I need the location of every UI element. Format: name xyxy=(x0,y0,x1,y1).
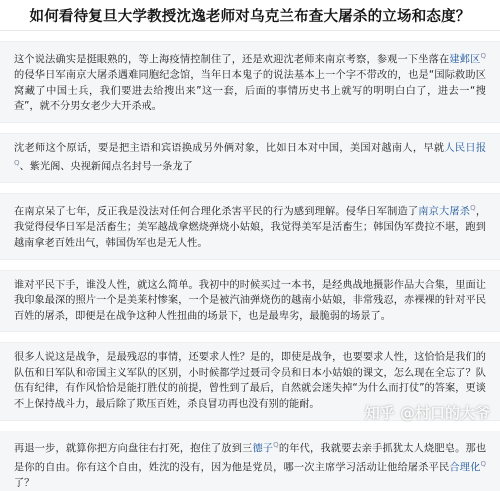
link-search-icon: Q xyxy=(14,159,20,168)
question-header xyxy=(0,0,500,31)
paragraph-text: 了？ xyxy=(14,477,35,489)
question-title: 如何看待复旦大学教授沈逸老师对乌克兰布查大屠杀的立场和态度？ xyxy=(29,8,471,25)
inline-link-nanjing-massacre[interactable]: 南京大屠杀 xyxy=(418,206,471,218)
answer-paragraph-3 xyxy=(0,193,500,259)
zhihu-watermark xyxy=(365,402,490,423)
answer-paragraph-2 xyxy=(0,133,500,184)
paragraph-text: 的侵华日军南京大屠杀遇难同胞纪念馆，当年日本鬼子的说法基本上一个字不带改的，也是“国际救助区窝藏了中国士兵，我们要进去给搜出来”这一套，后面的事情历史书上就写的明明白白了，进去一“搜查”，就不分男女老少大开杀戒。 xyxy=(14,69,486,113)
link-search-icon: Q xyxy=(480,52,487,60)
paragraph-text: 在南京呆了七年，反正我是没法对任何合理化杀害平民的行为感到理解。侵华日军制造了 xyxy=(14,206,419,218)
watermark-text: 知乎 @村口的大爷 xyxy=(364,404,490,422)
link-search-icon: Q xyxy=(480,459,487,468)
inline-link-jianye[interactable]: 建邺区 xyxy=(449,54,481,66)
paragraph-text: 这个说法确实是挺眼熟的，等上海疫情控制住了，还是欢迎沈老师来南京考察，参观一下坐落在 xyxy=(14,54,450,66)
answer-paragraph-4: 谁对平民下手，谁没人性，就这么简单。我初中的时候买过一本书，是经典战地摄影作品大合集，里面让我印象最深的照片一个是美莱村惨案，一个是被汽油弹烧伤的越南小姑娘，非常残忍，赤裸裸的针对平民百姓的屠杀，即便是在战争这种人性扭曲的场景下，也是最卑劣，最脆弱的场景了。 xyxy=(0,270,500,333)
inline-link-peoples-daily[interactable]: 人民日报 xyxy=(444,142,487,154)
link-search-icon: Q xyxy=(470,204,476,213)
paragraph-text: 再退一步，就算你把方向盘往右打死，抱住了放到三 xyxy=(14,443,253,455)
link-search-icon: Q xyxy=(273,440,279,449)
inline-link-rationalize[interactable]: 合理化 xyxy=(449,462,481,474)
answer-paragraph-6 xyxy=(0,431,500,491)
inline-link-third-reich[interactable]: 德子 xyxy=(252,443,274,455)
paragraph-text: 的年代，我就要去亲手抓犹太人烧肥皂。那也是你的自由。你有这个自由，姓沈的没有，因为他是党员，哪一次主席学习活动让他给屠杀平民 xyxy=(14,443,487,474)
answer-paragraph-5: 很多人说这是战争，是最残忍的事情，还要求人性？是的，即使是战争，也要要求人性，这恰恰是我们的队伍和日军队和帝国主义军队的区别，小时候都学过聂司令员和日本小姑娘的课文，怎么现在全忘了？队伍有纪律，有作风恰恰是能打胜仗的前提，曾性到了最后，自然就会迷失掉“为什么而打仗”的答案，更谈不上保持战斗力，最后除了欺压百姓，杀良冒功再也没有别的能耐。 xyxy=(0,342,500,420)
paragraph-text: 沈老师这个原话，要是把主语和宾语换成另外俩对象，比如日本对中国，美国对越南人，早就 xyxy=(14,142,445,154)
paragraph-text: 、紫光阁、央视新闻点名封号一条龙了 xyxy=(19,161,193,173)
answer-paragraph-1 xyxy=(0,41,500,123)
paragraph-text: ，我觉得侵华日军是活畜生；美军越战拿燃烧弹烧小姑娘，我觉得美军是活畜生；韩国伪军费拉不堪，跑到越南拿老百姓出气，韩国伪军也是无人性。 xyxy=(14,206,487,249)
